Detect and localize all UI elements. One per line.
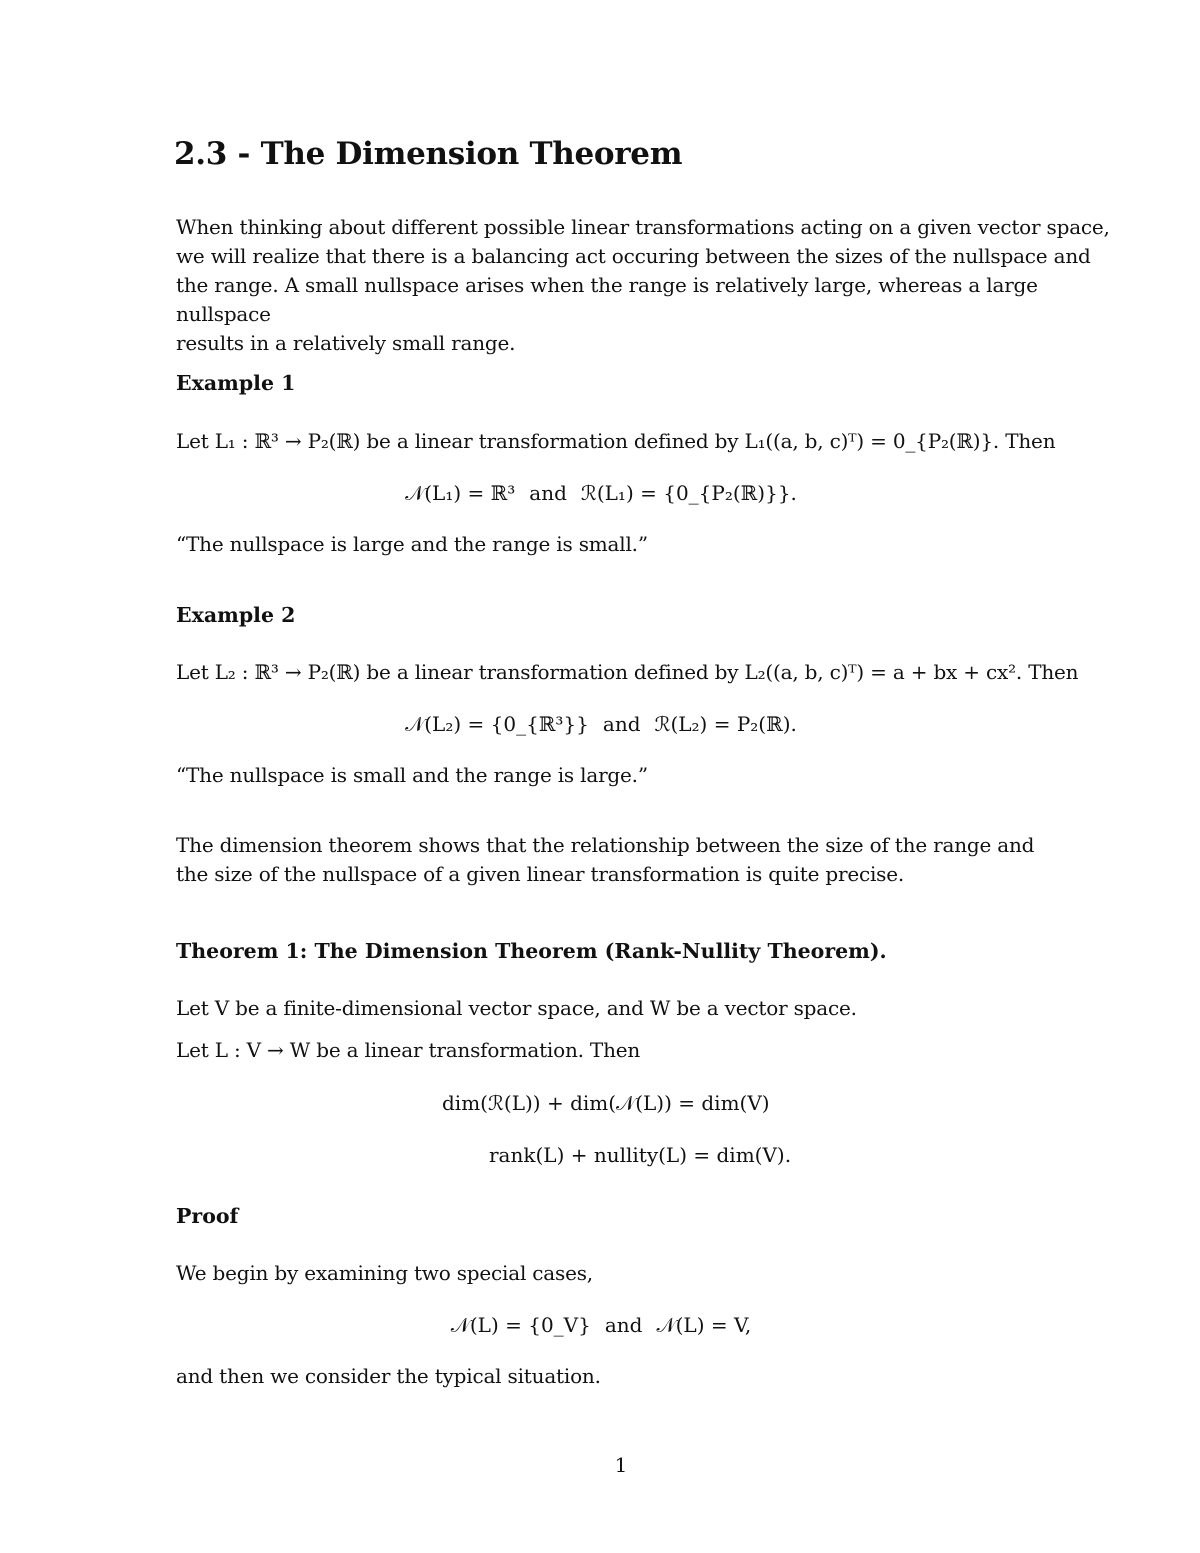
- proof-display: [176, 1310, 1026, 1340]
- theorem-line-2: Let L : V → W be a linear transformation. Then: [176, 1038, 641, 1062]
- example-2-display: [176, 709, 1026, 739]
- page-number: 1: [614, 1453, 628, 1477]
- intro-line-4: results in a relatively small range.: [176, 331, 516, 355]
- bridge-paragraph: [176, 831, 1116, 889]
- theorem-heading: Theorem 1: The Dimension Theorem (Rank-Nullity Theorem).: [176, 939, 887, 963]
- example-2-heading: Example 2: [176, 603, 296, 627]
- example-2-statement: Let L₂ : ℝ³ → P₂(ℝ) be a linear transformation defined by L₂((a, b, c)ᵀ) = a + bx + cx². Then: [176, 660, 1079, 684]
- intro-line-3: the range. A small nullspace arises when the range is relatively large, whereas a large nullspace: [176, 273, 1038, 326]
- proof-line-1: We begin by examining two special cases,: [176, 1261, 593, 1285]
- theorem-equation-2: rank(L) + nullity(L) = dim(V).: [489, 1143, 792, 1167]
- proof-case-1: 𝒩(L) = {0_V}: [450, 1313, 591, 1337]
- example-2-quote: “The nullspace is small and the range is large.”: [176, 763, 648, 787]
- proof-line-2: and then we consider the typical situation.: [176, 1364, 601, 1388]
- example-1-display: [176, 478, 1026, 508]
- proof-case-2: 𝒩(L) = V,: [656, 1313, 752, 1337]
- example-1-quote: “The nullspace is large and the range is small.”: [176, 532, 648, 556]
- example-1-and: and: [529, 481, 567, 505]
- page-title: 2.3 - The Dimension Theorem: [174, 136, 683, 172]
- proof-heading: Proof: [176, 1204, 239, 1228]
- intro-line-1: When thinking about different possible linear transformations acting on a given vector space,: [176, 215, 1110, 239]
- example-2-and: and: [602, 712, 641, 736]
- example-1-nullspace: 𝒩(L₁) = ℝ³: [405, 481, 516, 505]
- example-2-range: ℛ(L₂) = P₂(ℝ).: [654, 712, 797, 736]
- example-1-range: ℛ(L₁) = {0_{P₂(ℝ)}}.: [580, 481, 797, 505]
- example-1-heading: Example 1: [176, 371, 296, 395]
- intro-line-2: we will realize that there is a balancing act occuring between the sizes of the nullspace and: [176, 244, 1091, 268]
- intro-paragraph: [176, 213, 1116, 358]
- example-1-statement: Let L₁ : ℝ³ → P₂(ℝ) be a linear transformation defined by L₁((a, b, c)ᵀ) = 0_{P₂(ℝ)}. Then: [176, 429, 1056, 453]
- bridge-line-2: the size of the nullspace of a given linear transformation is quite precise.: [176, 862, 905, 886]
- bridge-line-1: The dimension theorem shows that the relationship between the size of the range and: [176, 833, 1035, 857]
- proof-and: and: [604, 1313, 643, 1337]
- theorem-equation-1: dim(ℛ(L)) + dim(𝒩(L)) = dim(V): [442, 1091, 770, 1115]
- theorem-line-1: Let V be a finite-dimensional vector space, and W be a vector space.: [176, 996, 857, 1020]
- example-2-nullspace: 𝒩(L₂) = {0_{ℝ³}}: [405, 712, 589, 736]
